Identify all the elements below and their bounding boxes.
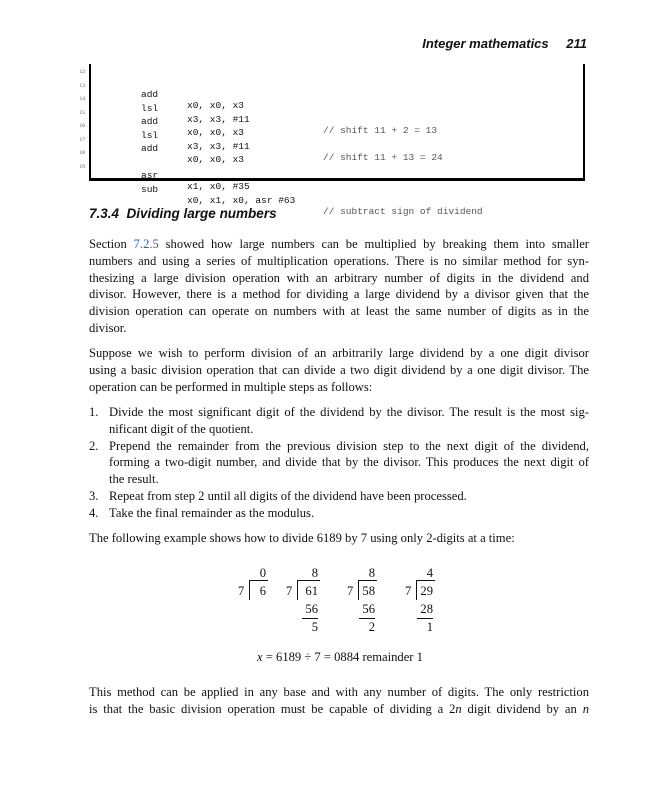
line-number: 12	[79, 69, 85, 75]
product: 28	[420, 602, 433, 616]
line-number: 14	[79, 96, 85, 102]
division-step	[258, 566, 318, 636]
text-line: the result.	[109, 472, 159, 487]
subtraction-line	[417, 618, 433, 619]
divisor: 7	[286, 584, 293, 598]
division-bracket	[358, 580, 359, 600]
code-comment: // shift 11 + 13 = 24	[323, 151, 443, 163]
divisor: 7	[238, 584, 245, 598]
quotient: 0	[259, 566, 266, 580]
text-line: Prepend the remainder from the previous division step to the next digit of the dividend,	[109, 438, 589, 453]
text-line: using a basic division operation that can divide a two digit dividend by a one digit divisor. The	[89, 362, 589, 377]
text-line: divisor. However, there is a method for dividing a large dividend by a divisor given that the	[89, 287, 589, 302]
quotient: 4	[426, 566, 433, 580]
line-number: 15	[79, 109, 85, 116]
remainder: 5	[311, 620, 318, 634]
dividend: 6	[259, 584, 266, 598]
code-op: asr	[141, 170, 159, 181]
code-args: x1, x0, #35	[187, 181, 250, 192]
division-bracket	[297, 580, 298, 600]
quotient: 8	[311, 566, 318, 580]
code-args: x0, x1, x0, asr #63	[187, 194, 296, 206]
text-line: nificant digit of the quotient.	[109, 421, 254, 436]
text-line: Repeat from step 2 until all digits of the dividend have been processed.	[109, 488, 467, 503]
text-line: numbers and using a series of multiplication operations. There is no similar method for syn-	[89, 253, 589, 268]
paragraph-conclusion	[89, 684, 589, 718]
division-step	[315, 566, 375, 636]
text-line: Suppose we wish to perform division of an arbitrarily large dividend by a one digit divisor	[89, 346, 589, 360]
product: 56	[305, 602, 318, 616]
text-line: divisor.	[89, 320, 127, 335]
code-args: x3, x3, #11	[187, 113, 250, 125]
divisor: 7	[405, 584, 412, 598]
line-number: 17	[79, 136, 85, 143]
list-item	[89, 505, 589, 522]
remainder: 2	[368, 620, 375, 634]
dividend: 58	[362, 584, 375, 598]
code-args: x0, x0, x3	[187, 127, 245, 138]
text-line: Divide the most significant digit of the dividend by the divisor. The result is the most sig-	[109, 405, 589, 419]
section-title: Dividing large numbers	[126, 206, 277, 221]
equation-body: = 6189 ÷ 7 = 0884 remainder 1	[262, 650, 423, 664]
list-item	[89, 438, 589, 488]
line-number: 13	[79, 82, 85, 89]
code-op: sub	[141, 183, 159, 195]
division-step	[206, 566, 266, 636]
line-number: 19	[79, 163, 85, 170]
list-number: 2.	[89, 438, 99, 453]
code-op: lsl	[141, 102, 159, 114]
division-step	[373, 566, 433, 636]
divisor: 7	[347, 584, 354, 598]
list-item	[89, 404, 589, 438]
code-op: add	[141, 116, 159, 127]
division-bracket	[249, 580, 250, 600]
section-number: 7.3.4	[89, 206, 120, 221]
text-line: Section 7.2.5 showed how large numbers can be multiplied by breaking them into smaller	[89, 237, 589, 251]
code-line	[79, 135, 114, 148]
code-args: x0, x0, x3	[187, 154, 245, 165]
line-number: 16	[79, 123, 85, 129]
text-line: thesizing a large division operation with an arbitrary number of digits in the dividend and	[89, 270, 589, 285]
list-item	[89, 488, 589, 505]
line-number: 18	[79, 150, 85, 156]
dividend: 29	[420, 584, 433, 598]
code-comment: // shift 11 + 2 = 13	[323, 124, 438, 136]
text-line: operation can be performed in multiple steps as follows:	[89, 379, 373, 394]
paragraph-method	[89, 345, 589, 395]
list-number: 3.	[89, 488, 99, 503]
text-line: forming a two-digit number, and divide that by the divisor. This produces the next digit of	[109, 455, 589, 470]
text-line: The following example shows how to divide 6189 by 7 using only 2-digits at a time:	[89, 531, 515, 545]
code-comment: // subtract sign of dividend	[323, 205, 483, 217]
text-line: is that the basic division operation must be capable of dividing a 2n digit dividend by an n	[89, 701, 589, 716]
code-args: x3, x3, #11	[187, 140, 250, 152]
code-args: x0, x0, x3	[187, 100, 245, 111]
quotient: 8	[368, 566, 375, 580]
steps-list	[89, 404, 589, 522]
header-title: Integer mathematics	[422, 36, 549, 51]
code-op: add	[141, 89, 159, 100]
running-header	[422, 36, 587, 51]
dividend: 61	[305, 584, 318, 598]
section-heading	[89, 206, 277, 221]
text-line: Take the final remainder as the modulus.	[109, 505, 315, 520]
product: 56	[362, 602, 375, 616]
division-overline	[416, 580, 435, 581]
code-op: lsl	[141, 129, 159, 141]
equation-variable: x	[257, 650, 263, 664]
result-equation	[0, 650, 649, 665]
remainder: 1	[426, 620, 433, 634]
division-bracket	[416, 580, 417, 600]
text-line: division operation can operate on numbers with at least the same number of digits as in the	[89, 304, 589, 319]
text-line: This method can be applied in any base and with any number of digits. The only restriction	[89, 685, 589, 699]
page-number: 211	[566, 36, 587, 51]
section-link[interactable]: 7.2.5	[133, 237, 159, 251]
paragraph-intro	[89, 236, 589, 337]
list-number: 4.	[89, 505, 99, 520]
paragraph-example-intro	[89, 530, 589, 547]
list-number: 1.	[89, 405, 99, 419]
long-division-example	[0, 566, 649, 646]
code-op: add	[141, 143, 159, 154]
